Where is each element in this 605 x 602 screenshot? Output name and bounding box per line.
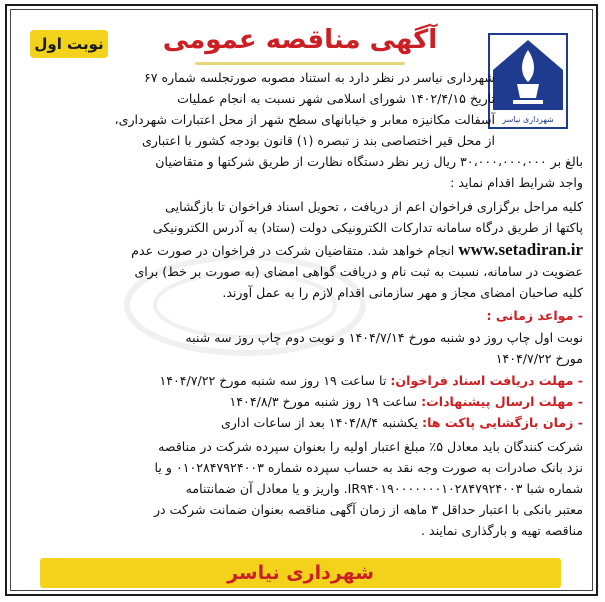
deadline-proposals-label: - مهلت ارسال پیشنهادات:: [421, 394, 583, 409]
municipality-logo: [487, 32, 569, 130]
intro-line-2: تاریخ ۱۴۰۲/۴/۱۵ شورای اسلامی شهر نسبت به انجام عملیات: [177, 91, 495, 106]
logo-vase-icon: [517, 84, 539, 98]
setad-line-5: کلیه صاحبان امضای مجاز و مهر سازمانی اقدام لازم را به عمل آورند.: [222, 285, 583, 300]
deadline-proposals: [230, 394, 583, 409]
setad-line-4: عضویت در سامانه، نسبت به ثبت نام و دریافت گواهی امضای (به صورت بر خط) برای: [134, 264, 583, 279]
guarantee-line-1: شرکت کنندگان باید معادل ۵٪ مبلغ اعتبار اولیه را بعنوان سپرده شرکت در مناقصه: [158, 439, 583, 454]
publication-round-badge: نوبت اول: [30, 30, 108, 58]
setad-line-3-text: انجام خواهد شد. متقاضیان شرکت در فراخوان در صورت عدم: [131, 243, 455, 258]
deadline-documents-label: - مهلت دریافت اسناد فراخوان:: [390, 373, 583, 388]
setad-line-3: [131, 240, 583, 260]
deadline-opening: [221, 415, 583, 430]
guarantee-line-4: معتبر بانکی با اعتبار حداقل ۳ ماهه از زمان آگهی مناقصه بعنوان ضمانت شرکت در: [153, 502, 583, 517]
deadline-opening-value: یکشنبه ۱۴۰۴/۸/۴ بعد از ساعات اداری: [220, 415, 419, 430]
deadline-documents: [159, 373, 583, 388]
guarantee-line-2: نزد بانک صادرات به صورت وجه نقد به حساب سپرده شماره ۰۱۰۲۸۴۷۹۲۴۰۰۳ و یا: [154, 460, 583, 475]
title-underline: [195, 62, 405, 65]
print-dates-line-2: مورخ ۱۴۰۴/۷/۲۲: [495, 351, 583, 366]
logo-caption: شهرداری نیاسر: [502, 115, 554, 124]
print-dates-line-1: نوبت اول چاپ روز دو شنبه مورخ ۱۴۰۴/۷/۱۴ و نوبت دوم چاپ روز سه شنبه: [185, 330, 583, 345]
setad-website-link[interactable]: www.setadiran.ir: [458, 240, 583, 259]
footer-signature: شهرداری نیاسر: [40, 558, 561, 588]
intro-line-1: شهرداری نیاسر در نظر دارد به استناد مصوبه صورتجلسه شماره ۶۷: [143, 70, 495, 85]
logo-base: [513, 100, 543, 104]
setad-line-1: کلیه مراحل برگزاری فراخوان اعم از دریافت ، تحویل اسناد فراخوان تا بازگشایی: [165, 199, 583, 214]
intro-line-4: از محل قیر اختصاصی بند ز تبصره (۱) قانون بودجه کشور با اعتباری: [141, 133, 495, 148]
deadline-opening-label: - زمان بازگشایی پاکت ها:: [422, 415, 583, 430]
deadline-proposals-value: ساعت ۱۹ روز شنبه مورخ ۱۴۰۴/۸/۳: [229, 394, 418, 409]
setad-line-2: پاکتها از طریق درگاه سامانه تدارکات الکترونیکی دولت (ستاد) به آدرس الکترونیکی: [152, 220, 583, 235]
guarantee-line-3: شماره شبا IR۹۴۰۱۹۰۰۰۰۰۰۰۱۰۲۸۴۷۹۲۴۰۰۳. واریز و یا معادل آن ضمانتنامه: [185, 481, 583, 496]
intro-line-6: واجد شرایط اقدام نماید :: [450, 175, 583, 190]
deadline-documents-value: تا ساعت ۱۹ روز سه شنبه مورخ ۱۴۰۴/۷/۲۲: [159, 373, 387, 388]
page-title: آگهی مناقصه عمومی: [162, 25, 438, 55]
intro-line-5: بالغ بر ۳۰،۰۰۰،۰۰۰،۰۰۰ ریال زیر نظر دستگاه نظارت از طریق شرکتها و متقاضیان: [155, 154, 583, 169]
intro-line-3: آسفالت مکانیزه معابر و خیابانهای سطح شهر از محل اعتبارات شهرداری،: [114, 112, 495, 127]
schedule-heading: - مواعد زمانی :: [486, 308, 583, 323]
guarantee-line-5: مناقصه تهیه و بارگذاری نمایند .: [420, 523, 583, 538]
